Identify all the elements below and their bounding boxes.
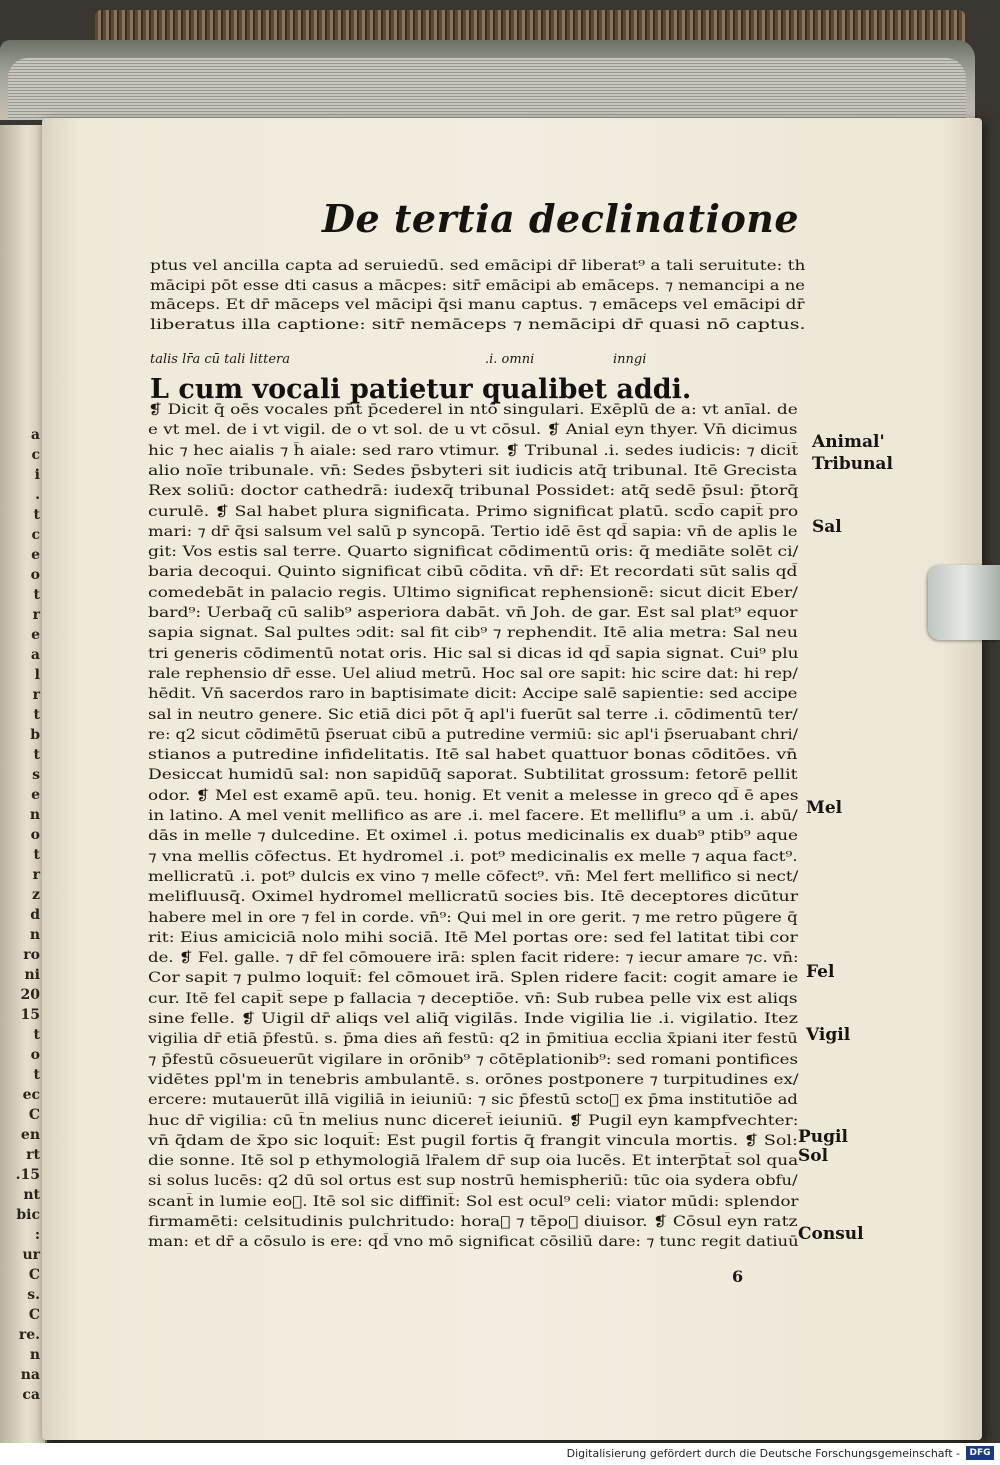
- body-line: man: et dr̄ a cōsulo is ere: qd̄ vno mō significat cōsiliū dare: ⁊ tunc regit datiuū: [148, 1234, 799, 1251]
- body-line: ercere: mutauerūt illā vigiliā in ieiuniū: ⁊ sic p̄festū scto᷑ ex p̄ma institutiōe ad: [148, 1092, 798, 1109]
- body-line: Desiccat humidū sal: non sapidūq̄ saporat. Subtilitat grossum: fetorē pellit: [148, 767, 798, 784]
- body-line: mellicratū .i. pot⁹ dulcis ex vino ⁊ melle cōfect⁹. vn̄: Mel fert mellifico si nect/: [148, 868, 799, 885]
- margin-note-fel: Fel: [806, 962, 835, 982]
- body-line: bard⁹: Uerbaq̄ cū salib⁹ asperiora dabāt. vn̄ Joh. de gar. Est sal plat⁹ equor: [148, 605, 798, 621]
- intro-line: māceps. Et dr̄ māceps vel mācipi q̄si manu captus. ⁊ emāceps vel emācipi dr̄: [150, 297, 805, 313]
- body-line: cur. Itē fel capit̄ sepe p fallacia ⁊ deceptiōe. vn̄: Sub rubea pelle vix est aliqs: [148, 990, 798, 1007]
- body-line: stianos a putredine infidelitatis. Itē sal habet quattuor bonas cōditōes. vn̄: [148, 747, 798, 764]
- body-line: Rex soliū: doctor cathedrā: iudexq̄ tribunal Possidet: atq̄ sedē p̄sul: p̄torq̄: [148, 483, 799, 500]
- margin-note-pugil: Pugil: [798, 1127, 848, 1147]
- margin-note-vigil: Vigil: [806, 1025, 851, 1045]
- body-line: comedebāt in palacio regis. Ultimo significat rephensionē: sicut dicit Eber/: [148, 584, 798, 601]
- page-signature-mark: 6: [732, 1267, 744, 1286]
- body-line: odor. ❡ Mel est examē apū. teu. honig. Et venit a melesse in greco qd̄ ē apes: [148, 787, 799, 804]
- body-line: si solus lucēs: q2 dū sol ortus est sup nostrū hemispheriū: tūc oia sydera obfu/: [148, 1173, 798, 1190]
- verse-heading: L cum vocali patietur qualibet addi.: [150, 374, 692, 405]
- intro-line: liberatus illa captione: sitr̄ nemāceps ⁊ nemācipi dr̄ quasi nō captus.: [150, 316, 806, 333]
- body-line: sal in neutro genere. Sic etiā dici pōt q̄ apl'i fuerūt sal terre .i. cōdimentū ter/: [148, 706, 798, 723]
- body-line: huc dr̄ vigilia: cū t̄n melius nunc diceret̄ ieiuniū. ❡ Pugil eyn kampfvechter:: [148, 1112, 799, 1129]
- body-line: dās in melle ⁊ dulcedine. Et oximel .i. potus medicinalis ex duab⁹ ptib⁹ aque: [148, 828, 799, 845]
- margin-note-animal: Animal': [812, 432, 885, 452]
- body-line: git: Vos estis sal terre. Quarto significat cōdimentū oris: q̄ mediāte solēt ci/: [148, 544, 799, 561]
- body-line: hic ⁊ hec aialis ⁊ h̄ aiale: sed raro vtimur. ❡ Tribunal .i. sedes iudicis: ⁊ dicit̄: [148, 442, 799, 459]
- body-line: habere mel in ore ⁊ fel in corde. vn̄⁹: Qui mel in ore gerit. ⁊ me retro pūgere q̄: [148, 909, 798, 926]
- intro-line: mācipi pōt esse dti casus a mācpes: sitr̄ emācipi ab emāceps. ⁊ nemancipi a ne: [150, 277, 806, 294]
- body-line: die sonne. Itē sol p ethymologiā lr̄alem dr̄ sup oia lucēs. Et interp̄tat̄ sol qua: [148, 1153, 799, 1170]
- margin-note-consul: Consul: [798, 1224, 864, 1244]
- body-line: ⁊ vna mellis cōfectus. Et hydromel .i. pot⁹ medicinalis ex melle ⁊ aqua fact⁹.: [148, 848, 798, 865]
- body-line: sine felle. ❡ Uigil dr̄ aliqs vel aliq̄ vigilās. Inde vigilia lie .i. vigilatio. Itez: [148, 1011, 798, 1027]
- body-line: vn̄ q̄dam de x̄po sic loquit̄: Est pugil fortis q̄ frangit vincula mortis. ❡ Sol:: [148, 1132, 798, 1149]
- body-line: alio noīe tribunale. vn̄: Sedes p̄sbyteri sit iudicis atq̄ tribunal. Itē Grecista: [148, 462, 798, 479]
- body-line: vidētes ppl'm in tenebris ambulantē. s. orōnes postponere ⁊ turpitudines ex/: [148, 1071, 799, 1088]
- body-line: ⁊ p̄festū cōsueuerūt vigilare in orōnib⁹ ⁊ cōtēplationib⁹: sed romani pontifices: [148, 1051, 798, 1068]
- dfg-logo: DFG: [966, 1446, 994, 1460]
- left-page-text-fragments: a c i . t c e o t r e a l r t b t s e n o t r z d n ro ni 20 15 t o t ec C en rt .15 nt bic : ur C s. C re. n na ca: [15, 427, 40, 1403]
- margin-note-sal: Sal: [812, 517, 842, 537]
- margin-note-mel: Mel: [806, 798, 843, 818]
- body-line: re: q2 sicut cōdimētū p̄seruat cibū a putredine vermiū: sic apl'i p̄seruabant chri/: [148, 726, 799, 743]
- body-line: ❡ Dicit q̄ oēs vocales pn̄t p̄cederel in ntō singulari. Exēplū de a: vt anīal. de: [148, 402, 798, 418]
- body-line: rit: Eius amiciciā nolo mihi sociā. Itē Mel portas ore: sed fel latitat tibi cor: [148, 929, 798, 946]
- body-line: curulē. ❡ Sal habet plura significata. Primo significat platū. scd̄o capit̄ pro: [148, 503, 799, 520]
- intro-line: ptus vel ancilla capta ad seruiedū. sed emācipi dr̄ liberat⁹ a tali seruitute: th: [150, 258, 806, 274]
- left-page-edge: [0, 125, 47, 1445]
- margin-note-tribunal: Tribunal: [812, 454, 893, 474]
- body-line: hēdit. Vn̄ sacerdos raro in baptisimate dicit: Accipe salē sapientie: sed accipe: [148, 686, 798, 703]
- body-line: tri generis cōdimentū notat oris. Hic sal si dicas id qd̄ sapia signat. Cui⁹ plu: [148, 645, 799, 662]
- body-line: in latino. A mel venit mellifico as are .i. mel facere. Et melliflu⁹ a um .i. abū/: [148, 808, 798, 824]
- margin-note-sol: Sol: [798, 1146, 829, 1166]
- body-line: vigilia dr̄ etiā p̄festū. s. p̄ma dies añ festū: q2 in p̄mitiua ecclia x̄piani iter festū: [148, 1031, 798, 1048]
- body-line: Cor sapit ⁊ pulmo loquit̄: fel cōmouet irā. Splen ridere facit: cogit amare ie: [148, 970, 799, 987]
- body-line: rale rephensio dr̄ esse. Uel aliud metrū. Hoc sal ore sapit: hic scire dat: hi rep/: [148, 665, 798, 682]
- body-line: melifluusq̄. Oximel hydromel mellicratū socies bis. Itē deceptores dicūtur: [148, 889, 799, 906]
- page-edges: [8, 58, 966, 120]
- gloss-3: inngi: [613, 352, 647, 367]
- body-line: firmamēti: celsitudinis pulchritudo: hora᷑ ⁊ tēpo᷑ diuisor. ❡ Cōsul eyn ratz: [148, 1214, 798, 1230]
- body-line: baria decoqui. Quinto significat cibū cōdita. vn̄ dr̄: Et recordati sūt salis qd̄: [148, 564, 798, 581]
- page-heading: De tertia declinatione: [322, 196, 800, 241]
- body-line: scant̄ in lumie eo᷑. Itē sol sic diffinit̄: Sol est ocul⁹ celi: viator mūdi: splendor: [148, 1193, 799, 1210]
- page-clip: [928, 565, 1000, 640]
- gloss-2: .i. omni: [485, 352, 535, 367]
- body-line: de. ❡ Fel. galle. ⁊ dr̄ fel cōmouere irā: splen facit ridere: ⁊ iecur amare ⁊c. vn̄:: [148, 950, 799, 967]
- footer-credit: Digitalisierung gefördert durch die Deutsche Forschungsgemeinschaft -: [566, 1447, 960, 1460]
- body-line: sapia signat. Sal pultes ↄdit: sal fit cib⁹ ⁊ rephendit. Itē alia metra: Sal neu: [148, 625, 798, 642]
- body-line: e vt mel. de i vt vigil. de o vt sol. de u vt cōsul. ❡ Anial eyn thyer. Vn̄ dicimus: [148, 422, 798, 439]
- gloss-1: talis lr̄a cū tali littera: [150, 352, 290, 367]
- body-line: mari: ⁊ dr̄ q̄si salsum vel salū p syncopā. Tertio idē ēst qd̄ sapia: vn̄ de aplis le: [148, 523, 798, 540]
